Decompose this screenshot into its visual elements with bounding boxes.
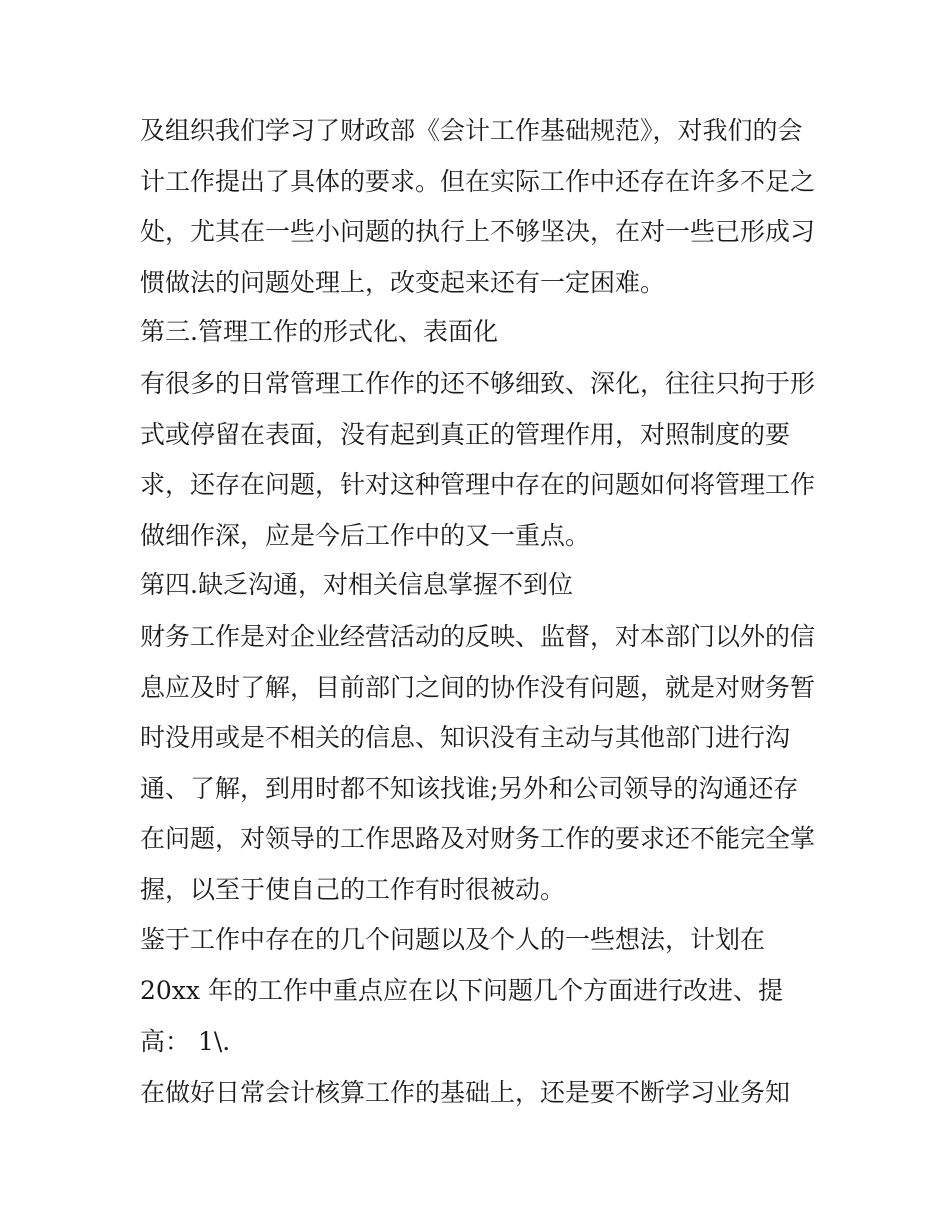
text-line: 高： 1\. (140, 1027, 231, 1056)
text-line: 处，尤其在一些小问题的执行上不够坚决，在对一些已形成习 (140, 217, 816, 246)
text-line: 计工作提出了具体的要求。但在实际工作中还存在许多不足之 (140, 167, 816, 196)
text-line: 在做好日常会计核算工作的基础上，还是要不断学习业务知 (140, 1078, 791, 1107)
text-line: 在问题，对领导的工作思路及对财务工作的要求还不能完全掌 (140, 824, 816, 853)
text-line: 惯做法的问题处理上，改变起来还有一定困难。 (140, 268, 666, 297)
text-line: 求，还存在问题，针对这种管理中存在的问题如何将管理工作 (140, 470, 816, 499)
text-line: 有很多的日常管理工作作的还不够细致、深化，往往只拘于形 (140, 369, 816, 398)
section-heading-4: 第四.缺乏沟通，对相关信息掌握不到位 (140, 570, 573, 599)
text-line: 息应及时了解，目前部门之间的协作没有问题，就是对财务暂 (140, 673, 816, 702)
text-line: 做细作深，应是今后工作中的又一重点。 (140, 521, 591, 550)
text-line: 鉴于工作中存在的几个问题以及个人的一些想法，计划在 (140, 925, 766, 954)
text-line: 握，以至于使自己的工作有时很被动。 (140, 875, 566, 904)
text-line: 财务工作是对企业经营活动的反映、监督，对本部门以外的信 (140, 622, 816, 651)
text-line: 时没用或是不相关的信息、知识没有主动与其他部门进行沟 (140, 723, 791, 752)
text-line: 及组织我们学习了财政部《会计工作基础规范》，对我们的会 (140, 116, 803, 145)
text-line: 通、了解，到用时都不知该找谁;另外和公司领导的沟通还存 (140, 774, 799, 803)
text-line: 式或停留在表面，没有起到真正的管理作用，对照制度的要 (140, 420, 791, 449)
section-heading-3: 第三.管理工作的形式化、表面化 (140, 317, 498, 346)
text-line: 20xx 年的工作中重点应在以下问题几个方面进行改进、提 (140, 976, 783, 1005)
